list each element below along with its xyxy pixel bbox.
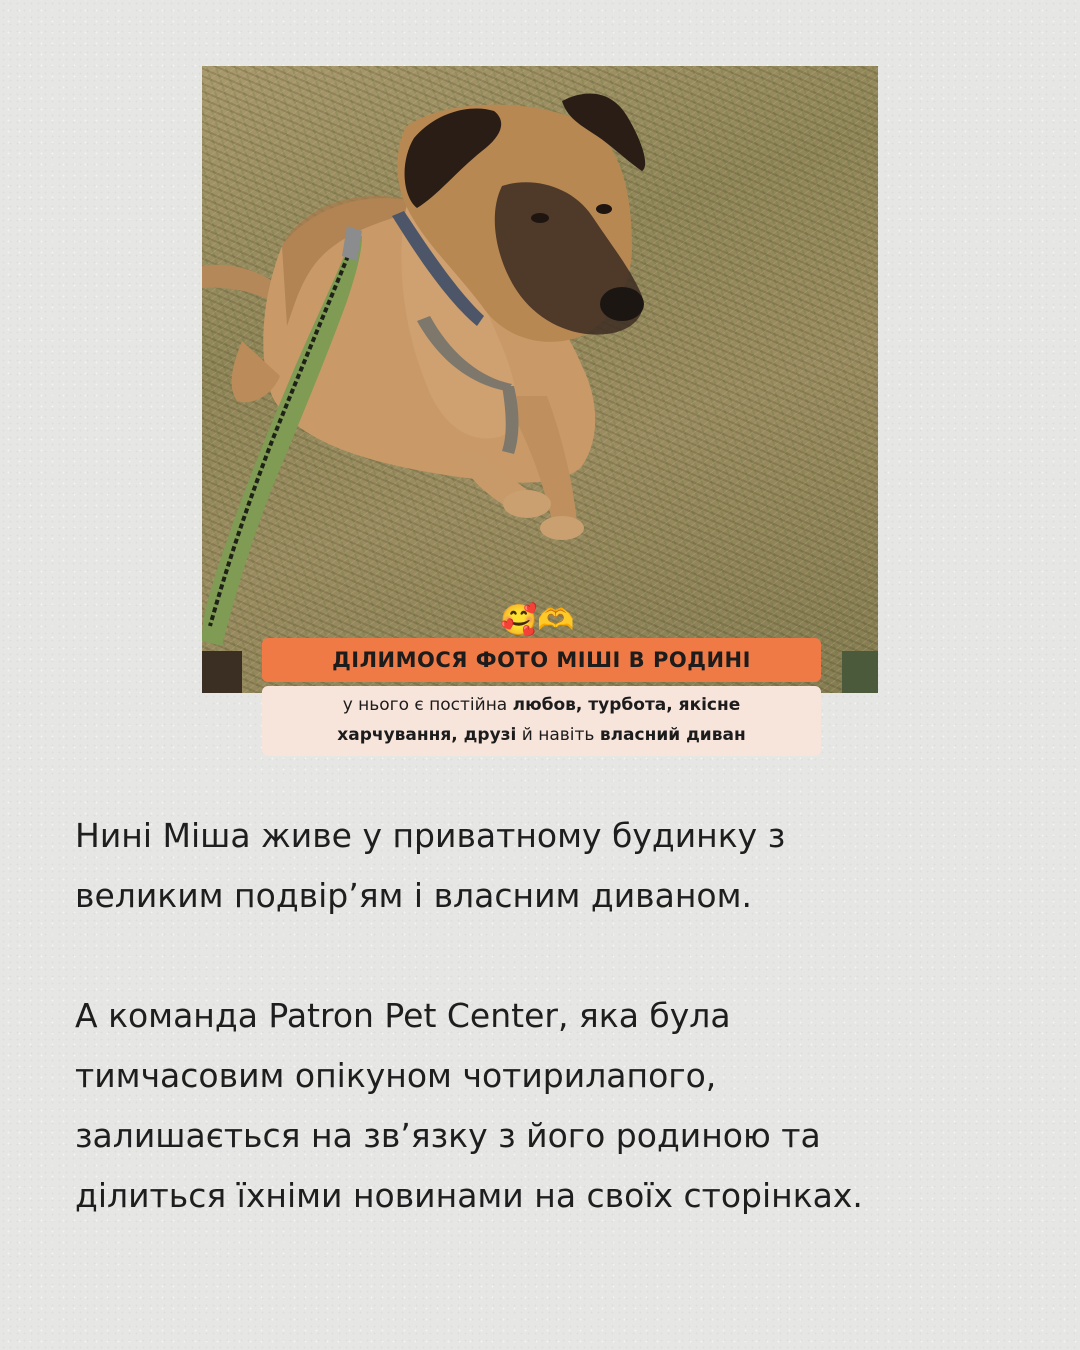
banner-subtitle bbox=[262, 686, 821, 756]
banner-subtitle-line-2: харчування, друзі й навіть власний диван bbox=[337, 725, 746, 745]
dog-photo bbox=[202, 66, 878, 745]
banner-title: ДІЛИМОСЯ ФОТО МІШІ В РОДИНІ bbox=[262, 638, 821, 682]
banner-subtitle-line-1: у нього є постійна любов, турбота, якісне bbox=[342, 695, 741, 715]
paragraph-line: великим подвір’ям і власним диваном. bbox=[75, 876, 752, 915]
paragraph-line: тимчасовим опікуном чотирилапого, bbox=[75, 1056, 717, 1095]
paragraph-line: А команда Patron Pet Center, яка була bbox=[75, 996, 731, 1035]
paragraph-line: ділиться їхніми новинами на своїх сторінках. bbox=[75, 1176, 863, 1215]
paragraph-2 bbox=[75, 986, 995, 1226]
paragraph-1 bbox=[75, 806, 995, 926]
dog-illustration bbox=[202, 66, 878, 693]
paragraph-line: Нині Міша живе у приватному будинку з bbox=[75, 816, 786, 855]
paragraph-line: залишається на зв’язку з його родиною та bbox=[75, 1116, 821, 1155]
emoji-sticker: 🥰🫶 bbox=[500, 603, 575, 638]
